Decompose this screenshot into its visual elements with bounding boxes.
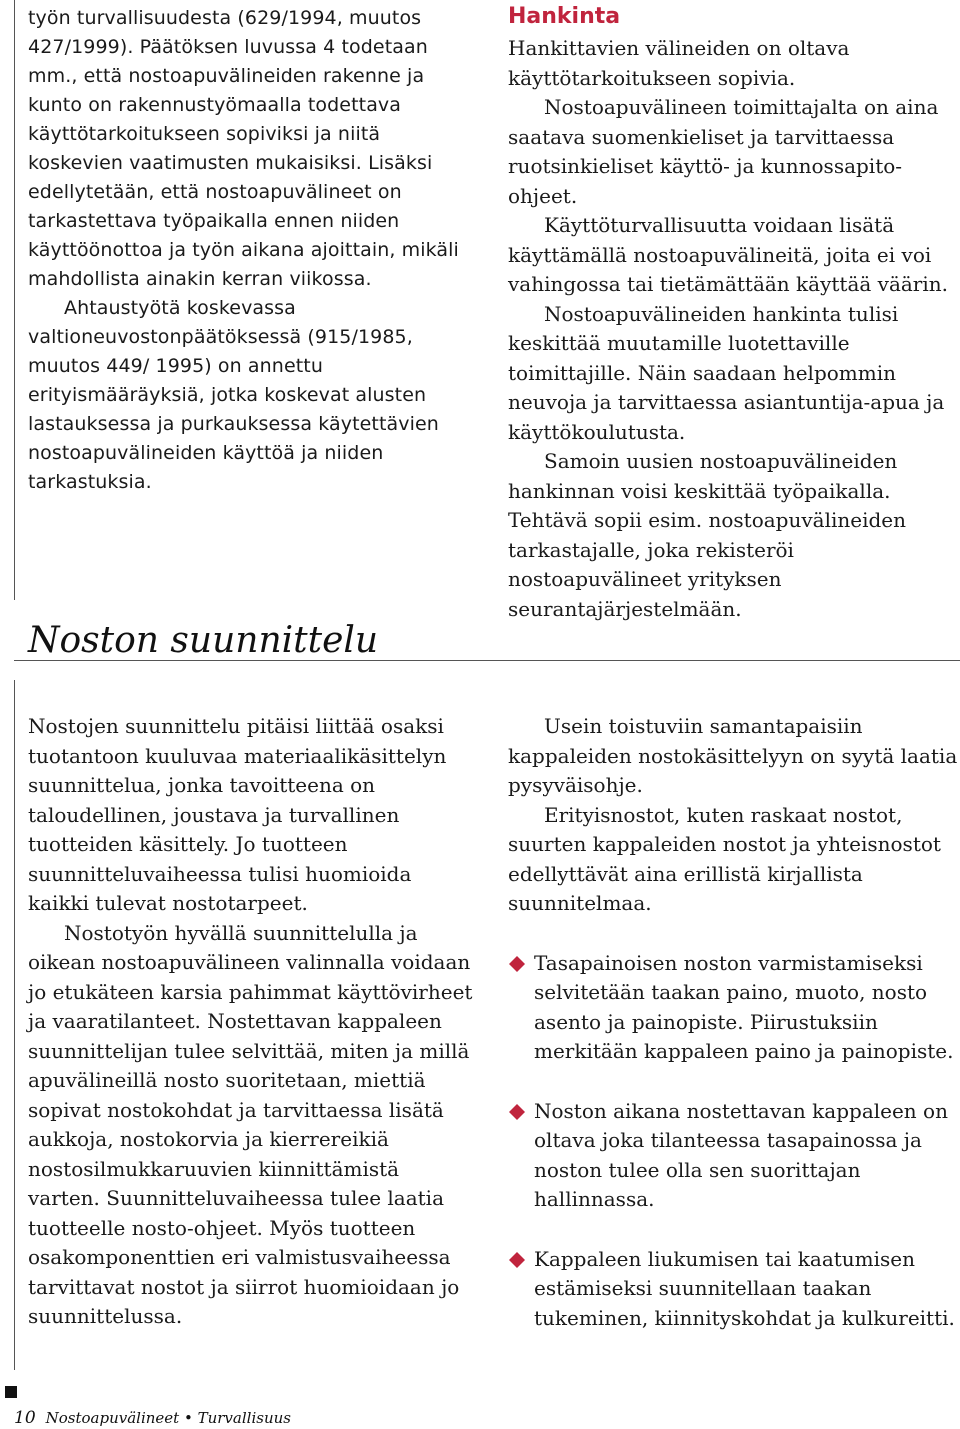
- hankinta-paragraph-2: Nostoapuvälineen toimittajalta on aina saatava suomenkieliset ja tarvittaessa ruotsinkieliset käyttö- ja kunnossapito-ohjeet.: [508, 95, 939, 208]
- hankinta-paragraph-1: Hankittavien välineiden on oltava käyttötarkoitukseen sopivia.: [508, 36, 850, 90]
- bullet-text: Tasapainoisen noston varmistamiseksi selvitetään taakan paino, muoto, nosto asento ja painopiste. Piirustuksiin merkitään kappaleen paino ja painopiste.: [534, 950, 954, 1063]
- page-number: 10: [14, 1408, 36, 1428]
- top-left-paragraph-2: Ahtaustyötä koskevassa valtioneuvostonpäätöksessä (915/1985, muutos 449/ 1995) on annettu erityismääräyksiä, jotka koskevat alusten lastauksessa ja purkauksessa käytettävien nostoapuvälineiden käyttöä ja niiden tarkastuksia.: [28, 297, 439, 493]
- diamond-bullet-icon: [508, 1251, 526, 1269]
- footer-square-marker: [5, 1386, 17, 1398]
- column-divider-bottom: [14, 680, 15, 1370]
- suunnittelu-paragraph-1: Nostojen suunnittelu pitäisi liittää osaksi tuotantoon kuuluvaa materiaalikäsittelyn suunnittelua, jonka tavoitteena on taloudellinen, joustava ja turvallinen tuotteiden käsittely. Jo tuotteen suunnitteluvaiheessa tulisi huomioida kaikki tulevat nostotarpeet.: [28, 714, 447, 915]
- bottom-right-column: [508, 712, 958, 1333]
- top-left-paragraph-1: työn turvallisuudesta (629/1994, muutos 427/1999). Päätöksen luvussa 4 todetaan mm., että nostoapuvälineiden rakenne ja kunto on rakennustyömaalla todettava käyttötarkoitukseen sopiviksi ja niitä koskevien vaatimusten mukaisiksi. Lisäksi edellytetään, että nostoapuvälineet on tarkastettava työpaikalla ennen niiden käyttöönottoa ja työn aikana ajoittain, mikäli mahdollista ainakin kerran viikossa.: [28, 7, 459, 290]
- hankinta-paragraph-5: Samoin uusien nostoapuvälineiden hankinnan voisi keskittää työpaikalla. Tehtävä sopii esim. nostoapuvälineiden tarkastajalle, joka rekisteröi nostoapuvälineet yrityksen seurantajärjestelmään.: [508, 449, 906, 621]
- top-left-column: [28, 4, 468, 497]
- page-footer: [14, 1408, 291, 1428]
- bullet-item: [508, 949, 958, 1067]
- bullet-text: Kappaleen liukumisen tai kaatumisen estämiseksi suunnitellaan taakan tukeminen, kiinnityskohdat ja kulkureitti.: [534, 1246, 955, 1330]
- diamond-bullet-icon: [508, 1103, 526, 1121]
- hankinta-heading: Hankinta: [508, 4, 621, 29]
- bottom-left-column: [28, 712, 474, 1332]
- footer-text: Nostoapuvälineet • Turvallisuus: [45, 1409, 291, 1427]
- suunnittelu-right-paragraph-1: Usein toistuviin samantapaisiin kappaleiden nostokäsittelyyn on syytä laatia pysyväisohje.: [508, 714, 958, 797]
- diamond-bullet-icon: [508, 955, 526, 973]
- bullet-item: [508, 1245, 958, 1334]
- hankinta-paragraph-3: Käyttöturvallisuutta voidaan lisätä käyttämällä nostoapuvälineitä, joita ei voi vahingossa tai tietämättään käyttää väärin.: [508, 213, 948, 296]
- top-right-column: [508, 4, 956, 624]
- hankinta-paragraph-4: Nostoapuvälineiden hankinta tulisi keskittää muutamille luotettaville toimittajille. Näin saadaan helpommin neuvoja ja tarvittaessa asiantuntija-apua ja käyttökoulutusta.: [508, 301, 945, 444]
- column-divider-top: [14, 0, 15, 600]
- bullet-text: Noston aikana nostettavan kappaleen on oltava joka tilanteessa tasapainossa ja noston tulee olla sen suorittajan hallinnassa.: [534, 1098, 948, 1211]
- bullet-item: [508, 1097, 958, 1215]
- suunnittelu-right-paragraph-2: Erityisnostot, kuten raskaat nostot, suurten kappaleiden nostot ja yhteisnostot edellyttävät aina erillistä kirjallista suunnitelmaa.: [508, 802, 941, 915]
- suunnittelu-paragraph-2: Nostotyön hyvällä suunnittelulla ja oikean nostoapuvälineen valinnalla voidaan jo etukäteen karsia pahimmat käyttövirheet ja vaaratilanteet. Nostettavan kappaleen suunnittelijan tulee selvittää, miten ja millä apuvälineillä nosto suoritetaan, miettiä sopivat nostokohdat ja tarvittaessa lisätä aukkoja, nostokorvia ja kierrereikiä nostosilmukkaruuvien kiinnittämistä varten. Suunnitteluvaiheessa tulee laatia tuotteelle nosto-ohjeet. Myös tuotteen osakomponenttien eri valmistusvaiheessa tarvittavat nostot ja siirrot huomioidaan jo suunnittelussa.: [28, 920, 473, 1328]
- section-title: Noston suunnittelu: [28, 620, 379, 661]
